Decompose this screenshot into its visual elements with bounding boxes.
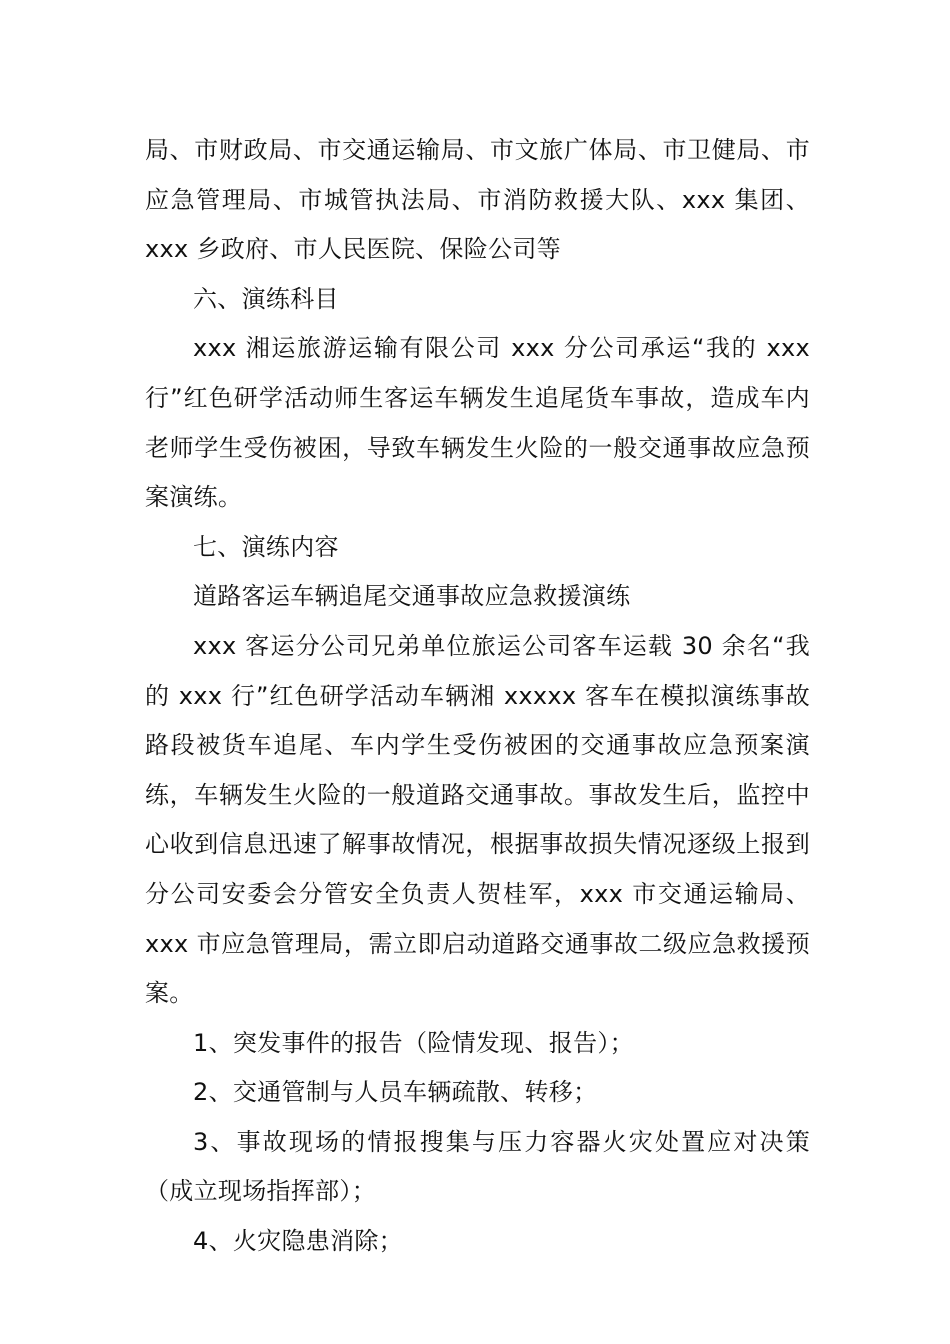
section-heading-drill-subject: 六、演练科目 [193,284,339,313]
document-body [145,126,810,1267]
section-heading-drill-content: 七、演练内容 [193,532,339,561]
list-item-2: 2、交通管制与人员车辆疏散、转移； [193,1078,598,1107]
paragraph-drill-title: 道路客运车辆追尾交通事故应急救援演练 [193,582,631,611]
list-item-1: 1、突发事件的报告（险情发现、报告）； [193,1028,634,1057]
list-item-3: 3、事故现场的情报搜集与压力容器火灾处置应对决策（成立现场指挥部）； [145,1127,810,1206]
list-item-4: 4、火灾隐患消除； [193,1227,403,1256]
paragraph-drill-scenario: xxx 客运分公司兄弟单位旅运公司客车运载 30 余名“我的 xxx 行”红色研学活动车辆湘 xxxxx 客车在模拟演练事故路段被货车追尾、车内学生受伤被困的交通事故应急预案演练，车辆发生火险的一般道路交通事故。事故发生后，监控中心收到信息迅速了解事故情况，根据事故损失情况逐级上报到分公司安委会分管安全负责人贺桂军，xxx 市交通运输局、xxx 市应急管理局，需立即启动道路交通事故二级应急救援预案。 [145,631,810,1008]
paragraph-drill-subject: xxx 湘运旅游运输有限公司 xxx 分公司承运“我的 xxx 行”红色研学活动师生客运车辆发生追尾货车事故，造成车内老师学生受伤被困，导致车辆发生火险的一般交通事故应急预案演练。 [145,334,810,512]
paragraph-agencies-list: 局、市财政局、市交通运输局、市文旅广体局、市卫健局、市应急管理局、市城管执法局、市消防救援大队、xxx 集团、xxx 乡政府、市人民医院、保险公司等 [145,136,810,264]
